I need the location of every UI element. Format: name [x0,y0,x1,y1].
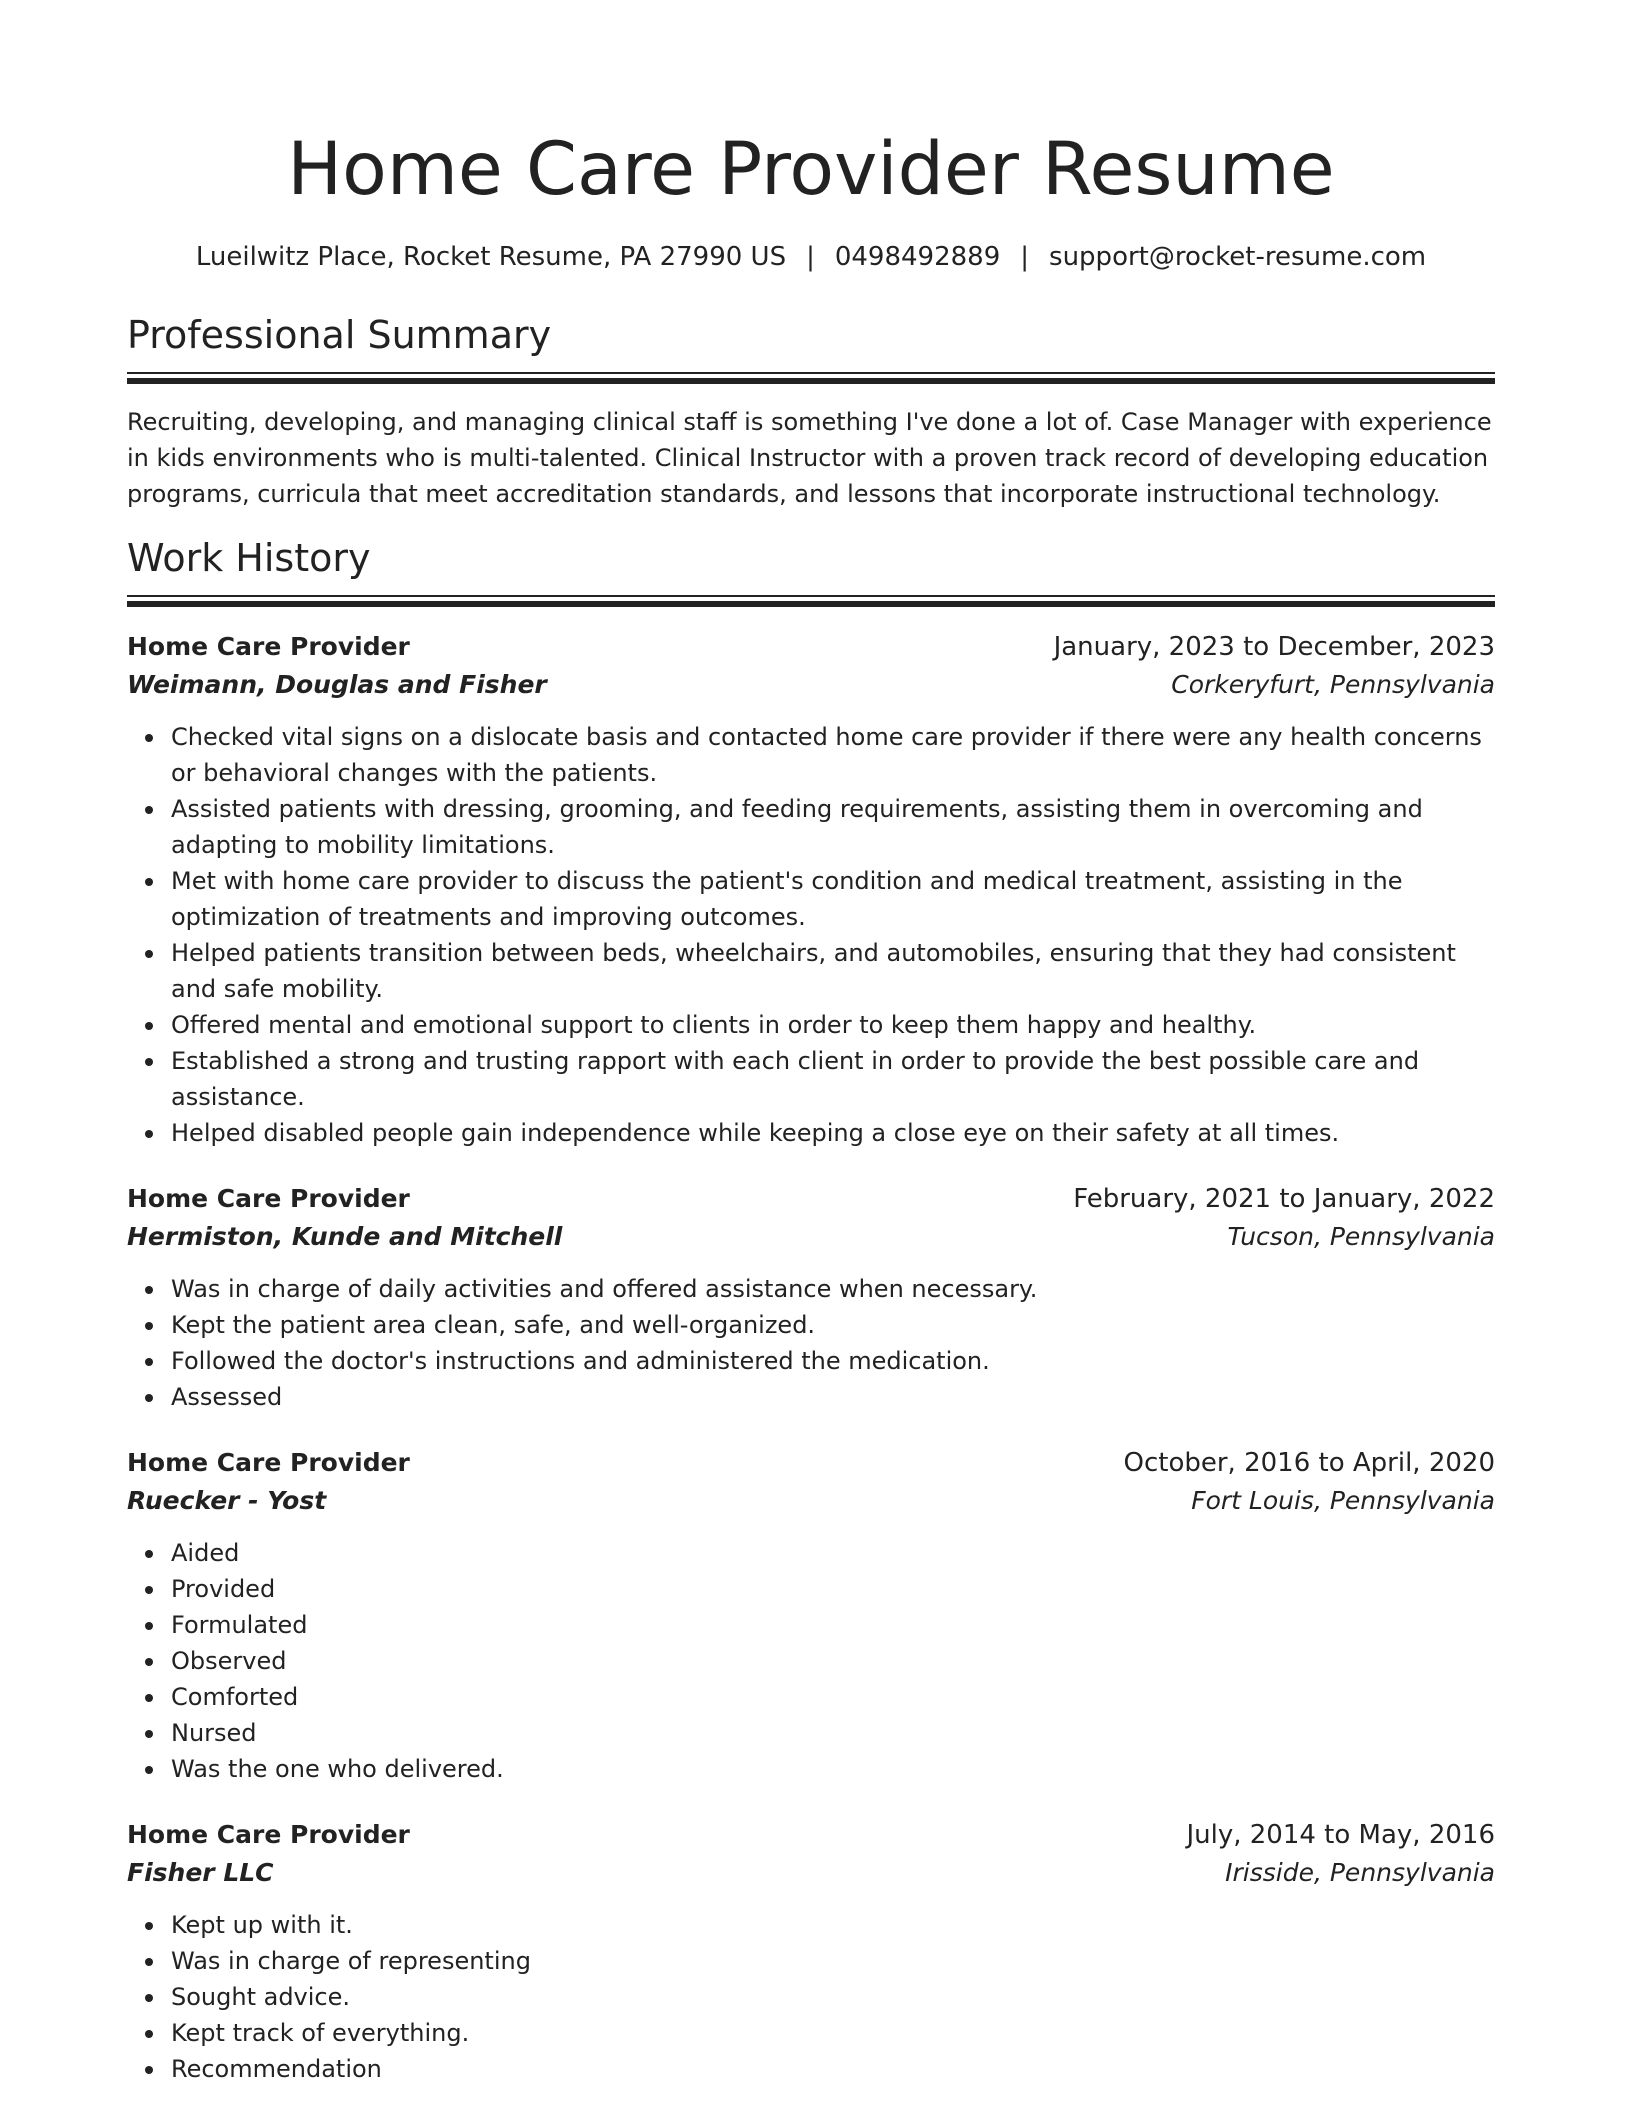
job-bullet: Met with home care provider to discuss the patient's condition and medical treatment, assisting in the optimization of treatments and improving outcomes. [171,863,1495,935]
job-bullet: Was the one who delivered. [171,1751,1495,1787]
resume-page [127,0,1495,2087]
job-subheader-row [127,1853,1495,1893]
job-header-row [127,1817,1495,1853]
summary-text: Recruiting, developing, and managing clinical staff is something I've done a lot of. Case Manager with experience in kids environments who is multi-talented. Clinical Instructor with a proven track record of developing education programs, curricula that meet accreditation standards, and lessons that incorporate instructional technology. [127,408,1492,508]
job-bullet: Helped disabled people gain independence while keeping a close eye on their safety at all times. [171,1115,1495,1151]
job-location: Tucson, Pennsylvania [1227,1222,1495,1251]
job-subheader-row [127,1481,1495,1521]
job-header-row [127,1181,1495,1217]
contact-phone: 0498492889 [834,242,1001,272]
job-dates: July, 2014 to May, 2016 [1186,1820,1495,1850]
job-entry [127,1817,1495,2087]
job-header-row [127,1445,1495,1481]
job-company: Fisher LLC [127,1858,274,1887]
job-bullet: Kept track of everything. [171,2015,1495,2051]
job-bullet: Assessed [171,1379,1495,1415]
section-divider [127,372,1495,384]
contact-separator: | [1020,242,1030,272]
job-bullet: Nursed [171,1715,1495,1751]
contact-email: support@rocket-resume.com [1049,242,1427,272]
job-title: Home Care Provider [127,1184,410,1213]
job-dates: October, 2016 to April, 2020 [1123,1448,1495,1478]
job-bullet: Comforted [171,1679,1495,1715]
job-bullet: Checked vital signs on a dislocate basis and contacted home care provider if there were any health concerns or behavioral changes with the patients. [171,719,1495,791]
job-bullet: Formulated [171,1607,1495,1643]
job-location: Fort Louis, Pennsylvania [1191,1486,1495,1515]
job-company: Hermiston, Kunde and Mitchell [127,1222,563,1251]
job-bullet: Provided [171,1571,1495,1607]
job-bullet: Sought advice. [171,1979,1495,2015]
job-title: Home Care Provider [127,1820,410,1849]
job-title: Home Care Provider [127,632,410,661]
job-bullet: Offered mental and emotional support to clients in order to keep them happy and healthy. [171,1007,1495,1043]
professional-summary-section [127,311,1495,512]
job-bullet: Assisted patients with dressing, grooming, and feeding requirements, assisting them in overcoming and adapting to mobility limitations. [171,791,1495,863]
job-dates: February, 2021 to January, 2022 [1073,1184,1495,1214]
job-bullet: Was in charge of representing [171,1943,1495,1979]
job-dates: January, 2023 to December, 2023 [1053,632,1495,662]
contact-address: Lueilwitz Place, Rocket Resume, PA 27990 US [195,242,787,272]
work-history-section [127,534,1495,2087]
job-bullet: Followed the doctor's instructions and administered the medication. [171,1343,1495,1379]
job-bullet: Observed [171,1643,1495,1679]
job-bullet: Established a strong and trusting rapport with each client in order to provide the best possible care and assistance. [171,1043,1495,1115]
contact-separator: | [806,242,815,272]
job-location: Irisside, Pennsylvania [1225,1858,1495,1887]
job-title: Home Care Provider [127,1448,410,1477]
job-bullet-list [127,1271,1495,1415]
job-bullet-list [127,719,1495,1151]
job-company: Ruecker - Yost [127,1486,327,1515]
job-company: Weimann, Douglas and Fisher [127,670,547,699]
job-bullet-list [127,1535,1495,1787]
section-heading: Professional Summary [127,313,552,357]
job-entry [127,1445,1495,1787]
job-subheader-row [127,1217,1495,1257]
page-title: Home Care Provider Resume [287,127,1335,212]
section-heading: Work History [127,536,371,580]
job-bullet: Helped patients transition between beds, wheelchairs, and automobiles, ensuring that they had consistent and safe mobility. [171,935,1495,1007]
contact-line [127,240,1495,274]
job-header-row [127,629,1495,665]
job-bullet: Kept up with it. [171,1907,1495,1943]
job-bullet: Recommendation [171,2051,1495,2087]
section-divider [127,595,1495,607]
job-location: Corkeryfurt, Pennsylvania [1171,670,1495,699]
job-bullet-list [127,1907,1495,2087]
job-subheader-row [127,665,1495,705]
job-bullet: Was in charge of daily activities and offered assistance when necessary. [171,1271,1495,1307]
job-entry [127,629,1495,1151]
job-bullet: Aided [171,1535,1495,1571]
job-entry [127,1181,1495,1415]
job-bullet: Kept the patient area clean, safe, and well-organized. [171,1307,1495,1343]
